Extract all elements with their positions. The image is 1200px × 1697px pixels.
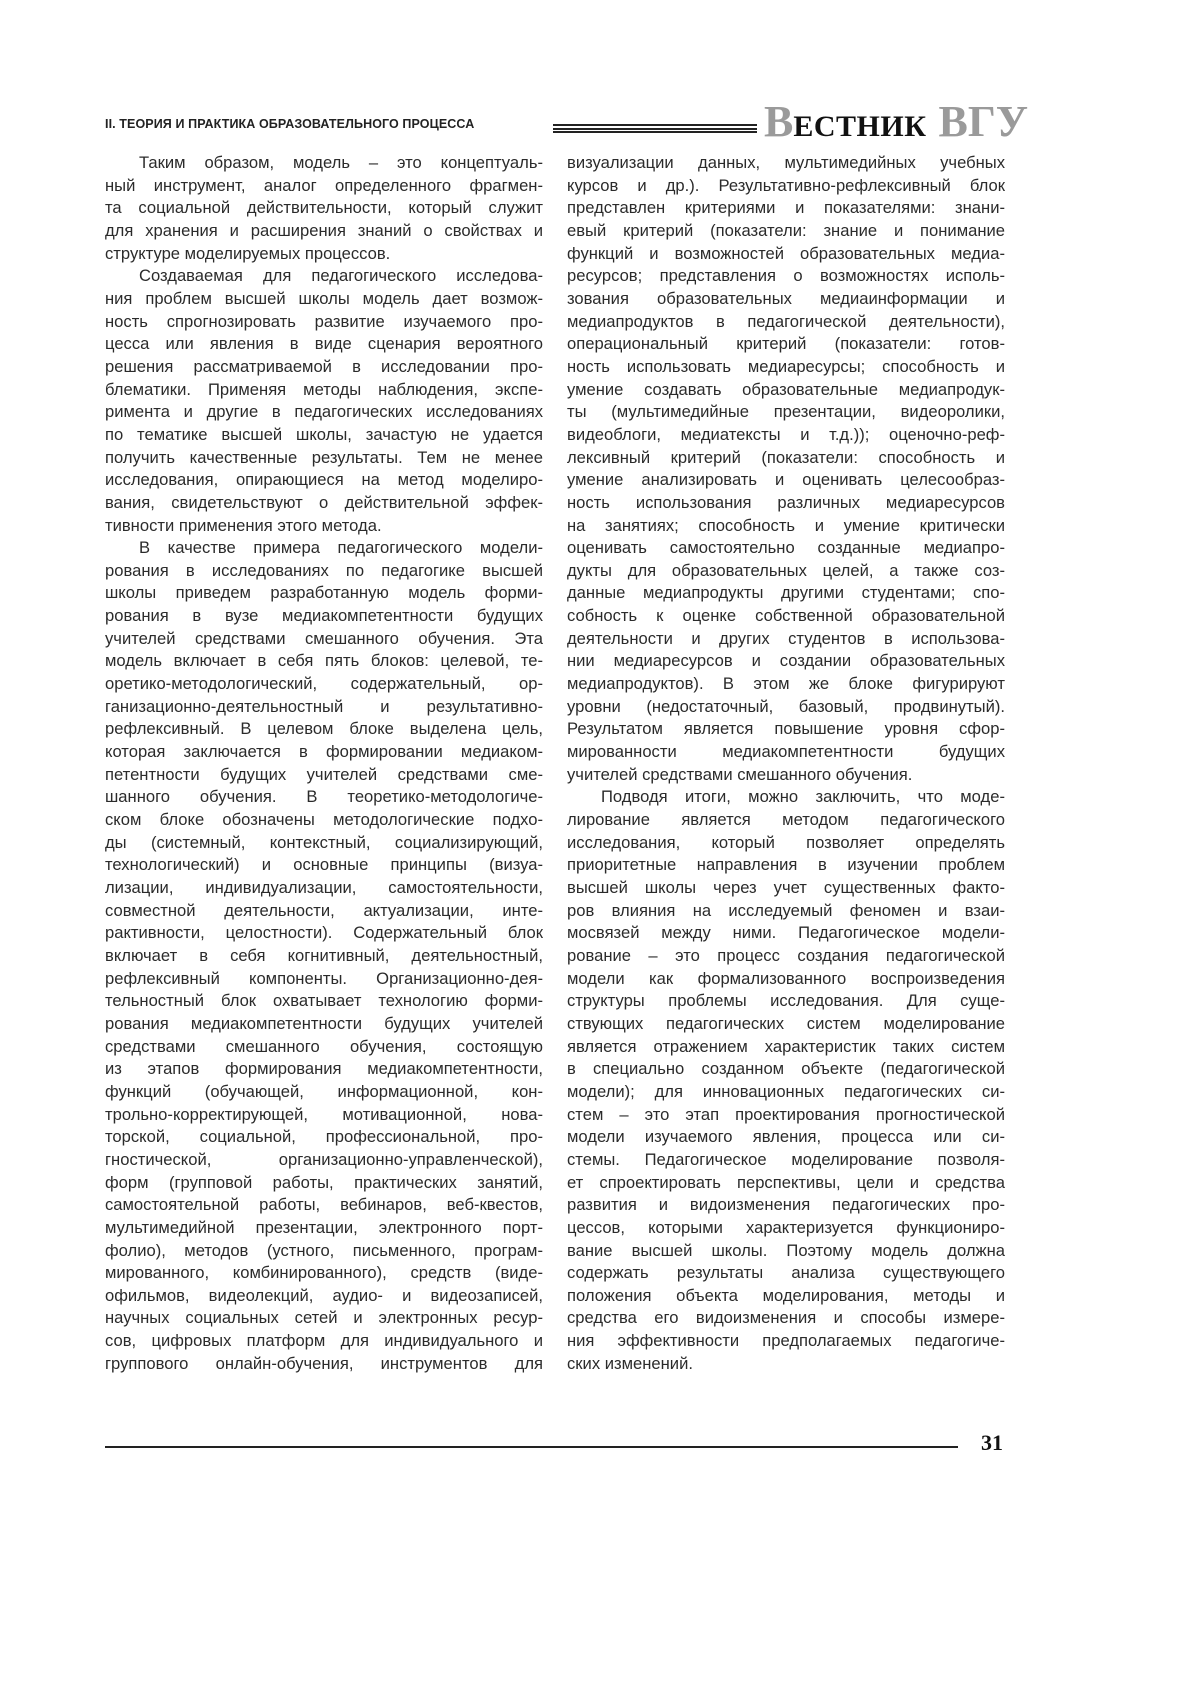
paragraph — [105, 265, 543, 537]
text-line: визуализации данных, мультимедийных учебных — [567, 153, 1005, 172]
text-line: трольно-корректирующей, мотивационной, нова- — [105, 1104, 543, 1124]
text-line: положения объекта моделирования, методы и — [567, 1285, 1005, 1305]
text-line: Подводя итоги, можно заключить, что моде- — [601, 787, 1005, 807]
text-line: евый критерий (показатели: знание и понимание — [567, 220, 1005, 240]
text-line: та социальной действительности, который служит — [105, 198, 543, 218]
paragraph — [105, 537, 543, 1375]
text-line: в специально созданном объекте (педагогической — [567, 1059, 1005, 1079]
text-line: модели); для инновационных педагогических си- — [567, 1081, 1005, 1101]
text-line: получить качественные результаты. Тем не менее — [105, 447, 543, 467]
text-line: римента и другие в педагогических исследованиях — [105, 402, 543, 422]
text-line: стемы. Педагогическое моделирование позволя- — [567, 1149, 1005, 1169]
text-line: нии медиаресурсов и создании образовательных — [567, 651, 1005, 671]
text-line: научных социальных сетей и электронных ресур- — [105, 1308, 543, 1328]
text-line: приоритетные направления в изучении проблем — [567, 855, 1005, 875]
footer-rule — [105, 1446, 958, 1448]
text-line: технологический) и основные принципы (визуа- — [105, 855, 543, 875]
text-line: торской, социальной, профессиональной, про- — [105, 1127, 543, 1147]
text-line: функций и возможностей образовательных медиа- — [567, 243, 1005, 263]
text-line: рование – это процесс создания педагогической — [567, 945, 1005, 965]
text-line: ганизационно-деятельностный и результативно- — [105, 696, 543, 716]
text-line: медиапродуктов). В этом же блоке фигурируют — [567, 674, 1005, 694]
text-line: мированности медиакомпетентности будущих — [567, 742, 1005, 762]
section-title: II. ТЕОРИЯ И ПРАКТИКА ОБРАЗОВАТЕЛЬНОГО ПРОЦЕССА — [105, 117, 475, 131]
text-line: форм (групповой работы, практических занятий, — [105, 1172, 543, 1192]
text-line: операциональный критерий (показатели: готов- — [567, 334, 1005, 354]
text-line: Таким образом, модель – это концептуаль- — [139, 153, 543, 172]
journal-logo — [764, 97, 1029, 146]
logo-rest: ЕСТНИК — [793, 110, 927, 143]
text-line: модели как формализованного воспроизведения — [567, 968, 1005, 988]
text-line: функций (обучающей, информационной, кон- — [105, 1081, 543, 1101]
text-line: самостоятельной работы, вебинаров, веб-квестов, — [105, 1195, 543, 1215]
text-line: мультимедийной презентации, электронного порт- — [105, 1217, 543, 1237]
text-line: ный инструмент, аналог определенного фрагмен- — [105, 175, 543, 195]
text-line: содержать результаты анализа существующего — [567, 1263, 1005, 1283]
text-line: цессов, которыми характеризуется функциониро- — [567, 1217, 1005, 1237]
text-line: ность спрогнозировать развитие изучаемого про- — [105, 311, 543, 331]
text-line: ния эффективности предполагаемых педагогиче- — [567, 1331, 1005, 1351]
text-line: гностической, организационно-управленческой), — [105, 1149, 543, 1169]
text-line: средства его видоизменения и способы измере- — [567, 1308, 1005, 1328]
text-line: структуры проблемы исследования. Для суще- — [567, 991, 1005, 1011]
text-line: умение создавать образовательные медиапродук- — [567, 379, 1005, 399]
text-line: совместной деятельности, актуализации, инте- — [105, 900, 543, 920]
text-line: рактивности, целостности). Содержательный блок — [105, 923, 543, 943]
text-line: ты (мультимедийные презентации, видеоролики, — [567, 402, 1005, 422]
text-line: ность использовать медиаресурсы; способность и — [567, 356, 1005, 376]
text-line: тельностный блок охватывает технологию форми- — [105, 991, 543, 1011]
text-line: сов, цифровых платформ для индивидуального и — [105, 1331, 543, 1351]
text-line: учителей средствами смешанного обучения. — [567, 764, 913, 784]
text-line: ствующих педагогических систем моделирование — [567, 1013, 1005, 1033]
text-line: блематики. Применяя методы наблюдения, экспе- — [105, 379, 543, 399]
text-line: рефлексивный. В целевом блоке выделена цель, — [105, 719, 543, 739]
text-line: средствами смешанного обучения, состоящую — [105, 1036, 543, 1056]
text-line: оценивать самостоятельно созданные медиапро- — [567, 538, 1005, 558]
text-line: ресурсов; представления о возможностях исполь- — [567, 266, 1005, 286]
text-line: учителей средствами смешанного обучения. Эта — [105, 628, 543, 648]
text-line: данные медиапродукты другими студентами; спо- — [567, 583, 1005, 603]
text-line: исследования, который позволяет определять — [567, 832, 1005, 852]
text-line: шанного обучения. В теоретико-методологиче- — [105, 787, 543, 807]
text-line: Результатом является повышение уровня сфор- — [567, 719, 1005, 739]
text-line: деятельности и других студентов в использова- — [567, 628, 1005, 648]
text-line: лексивный критерий (показатели: способность и — [567, 447, 1005, 467]
text-line: решения рассматриваемой в исследовании про- — [105, 356, 543, 376]
text-line: высшей школы через учет существенных факто- — [567, 878, 1005, 897]
text-line: ды (системный, контекстный, социализирующий, — [105, 832, 543, 852]
text-line: тивности применения этого метода. — [105, 515, 382, 535]
text-line: ров влияния на исследуемый феномен и взаи- — [567, 900, 1005, 920]
text-line: модель включает в себя пять блоков: целевой, те- — [105, 651, 543, 671]
text-line: включает в себя когнитивный, деятельностный, — [105, 945, 543, 965]
text-line: офильмов, видеолекций, аудио- и видеозаписей, — [105, 1285, 543, 1305]
text-line: модели изучаемого явления, процесса или си- — [567, 1127, 1005, 1147]
text-line: оретико-методологический, содержательный, ор- — [105, 674, 543, 694]
text-line: Создаваемая для педагогического исследова- — [139, 266, 543, 286]
text-line: на занятиях; способность и умение критически — [567, 515, 1005, 535]
text-line: мированного, комбинированного), средств (виде- — [105, 1263, 543, 1283]
text-line: ет спроектировать перспективы, цели и средства — [567, 1172, 1005, 1192]
text-line: рования в вузе медиакомпетентности будущих — [105, 606, 543, 626]
text-line: мосвязей между ними. Педагогическое модели- — [567, 923, 1005, 943]
text-line: ния проблем высшей школы модель дает возмож- — [105, 288, 543, 308]
text-line: курсов и др.). Результативно-рефлексивный блок — [567, 175, 1005, 195]
text-line: петентности будущих учителей средствами сме- — [105, 764, 543, 784]
text-line: видеоблоги, медиатексты и т.д.)); оценочно-реф- — [567, 424, 1005, 444]
text-line: по тематике высшей школы, зачастую не удается — [105, 424, 543, 444]
paragraph — [105, 152, 543, 265]
text-line: рования в исследованиях по педагогике высшей — [105, 560, 543, 580]
text-line: дукты для образовательных целей, а также соз- — [567, 560, 1005, 580]
text-line: структуре моделируемых процессов. — [105, 243, 391, 263]
text-column-right — [567, 152, 1005, 1375]
text-line: медиапродуктов в педагогической деятельности), — [567, 311, 1005, 331]
text-line: ском блоке обозначены методологические подхо- — [105, 810, 543, 830]
text-line: стем – это этап проектирования прогностической — [567, 1104, 1005, 1124]
text-line: является отражением характеристик таких систем — [567, 1036, 1005, 1056]
text-line: цесса или явления в виде сценария вероятного — [105, 334, 543, 354]
text-line: развития и видоизменения педагогических про- — [567, 1195, 1005, 1215]
text-line: которая заключается в формировании медиаком- — [105, 742, 543, 762]
text-line: лизации, индивидуализации, самостоятельности, — [105, 878, 543, 897]
text-line: вания, свидетельствуют о действительной эффек- — [105, 492, 543, 512]
text-line: для хранения и расширения знаний о свойствах и — [105, 220, 543, 240]
header-rule — [553, 124, 757, 133]
text-line: ских изменений. — [567, 1353, 693, 1373]
text-line: фолио), методов (устного, письменного, програм- — [105, 1240, 543, 1260]
text-column-left — [105, 152, 543, 1375]
text-line: зования образовательных медиаинформации и — [567, 288, 1005, 308]
text-line: лирование является методом педагогического — [567, 810, 1005, 830]
paragraph — [567, 152, 1005, 786]
text-line: умение анализировать и оценивать целесообраз- — [567, 470, 1005, 490]
text-line: рефлексивный компоненты. Организационно-дея- — [105, 968, 543, 988]
text-line: В качестве примера педагогического модели- — [139, 538, 543, 558]
text-line: рования медиакомпетентности будущих учителей — [105, 1013, 543, 1033]
text-line: школы приведем разработанную модель форми- — [105, 583, 543, 603]
text-line: исследования, опирающиеся на метод моделиро- — [105, 470, 543, 490]
paragraph — [567, 786, 1005, 1375]
text-line: из этапов формирования медиакомпетентности, — [105, 1059, 543, 1079]
text-line: представлен критериями и показателями: знани- — [567, 198, 1005, 218]
logo-abbr: ВГУ — [938, 97, 1029, 146]
page-number: 31 — [981, 1430, 1003, 1455]
logo-initial: В — [764, 97, 794, 146]
text-line: вание высшей школы. Поэтому модель должна — [567, 1240, 1005, 1260]
text-line: группового онлайн-обучения, инструментов для — [105, 1353, 543, 1373]
text-line: ность использования различных медиаресурсов — [567, 492, 1005, 512]
text-line: собность к оценке собственной образовательной — [567, 606, 1005, 626]
text-line: уровни (недостаточный, базовый, продвинутый). — [567, 696, 1005, 716]
